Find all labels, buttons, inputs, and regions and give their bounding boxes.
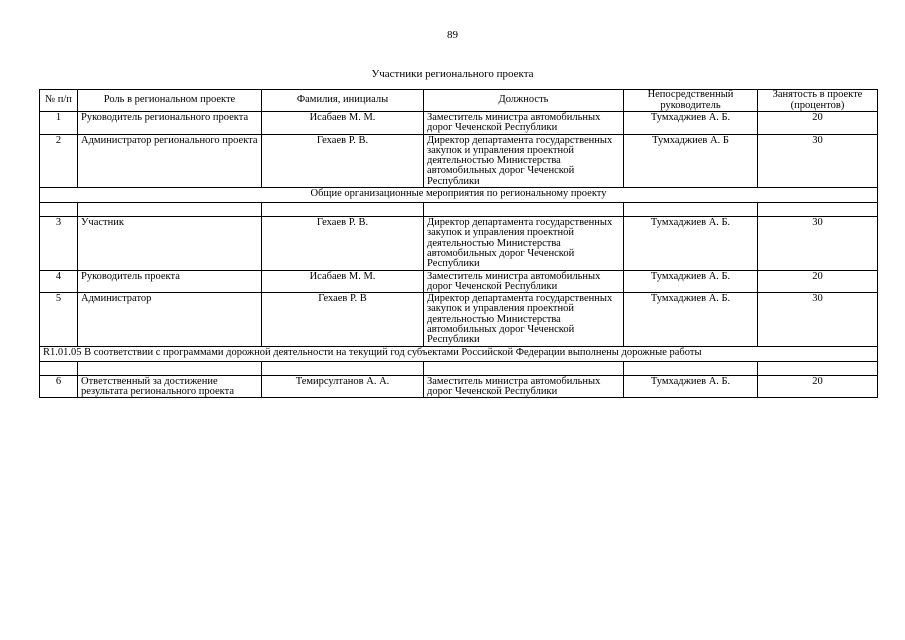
header-role: Роль в региональном проекте [78,90,262,112]
cell-role: Руководитель проекта [78,270,262,293]
table-row [40,112,878,135]
cell-role: Руководитель регионального проекта [78,112,262,135]
cell-name: Гехаев Р. В. [262,217,424,270]
cell-supervisor: Тумхаджиев А. Б. [624,112,758,135]
section-row [40,346,878,361]
cell-employment: 20 [758,375,878,398]
cell-employment: 30 [758,134,878,187]
header-position: Должность [424,90,624,112]
cell-number: 5 [40,293,78,346]
cell-supervisor: Тумхаджиев А. Б. [624,217,758,270]
header-number: № п/п [40,90,78,112]
cell-position: Директор департамента государственных закупок и управления проектной деятельностью Министерства автомобильных дорог Чеченской Республики [424,217,624,270]
cell-position: Заместитель министра автомобильных дорог Чеченской Республики [424,270,624,293]
cell-name: Гехаев Р. В [262,293,424,346]
header-name: Фамилия, инициалы [262,90,424,112]
cell-number: 4 [40,270,78,293]
cell-position: Заместитель министра автомобильных дорог Чеченской Республики [424,112,624,135]
cell-number: 3 [40,217,78,270]
cell-number: 2 [40,134,78,187]
cell-employment: 30 [758,293,878,346]
participants-table [39,89,878,398]
spacer-row [40,203,878,217]
cell-position: Директор департамента государственных закупок и управления проектной деятельностью Министерства автомобильных дорог Чеченской Республики [424,134,624,187]
section-title: Общие организационные мероприятия по региональному проекту [40,188,878,203]
cell-number: 6 [40,375,78,398]
cell-name: Темирсултанов А. А. [262,375,424,398]
cell-employment: 20 [758,112,878,135]
page-number: 89 [447,29,458,41]
document-title: Участники регионального проекта [371,68,534,80]
table-row [40,375,878,398]
cell-employment: 30 [758,217,878,270]
cell-employment: 20 [758,270,878,293]
header-employment: Занятость в проекте (процентов) [758,90,878,112]
spacer-row [40,361,878,375]
cell-supervisor: Тумхаджиев А. Б. [624,375,758,398]
table-row [40,270,878,293]
header-supervisor: Непосредственный руководитель [624,90,758,112]
cell-role: Ответственный за достижение результата регионального проекта [78,375,262,398]
table-row [40,134,878,187]
cell-supervisor: Тумхаджиев А. Б. [624,293,758,346]
table-row [40,217,878,270]
cell-name: Гехаев Р. В. [262,134,424,187]
cell-supervisor: Тумхаджиев А. Б [624,134,758,187]
table-row [40,293,878,346]
table-header-row [40,90,878,112]
cell-position: Директор департамента государственных закупок и управления проектной деятельностью Министерства автомобильных дорог Чеченской Республики [424,293,624,346]
cell-number: 1 [40,112,78,135]
section-row [40,188,878,203]
cell-name: Исабаев М. М. [262,112,424,135]
section-title: R1.01.05 В соответствии с программами дорожной деятельности на текущий год субъектами Российской Федерации выполнены дорожные работы [40,346,878,361]
cell-position: Заместитель министра автомобильных дорог Чеченской Республики [424,375,624,398]
cell-role: Администратор регионального проекта [78,134,262,187]
cell-name: Исабаев М. М. [262,270,424,293]
cell-role: Администратор [78,293,262,346]
cell-role: Участник [78,217,262,270]
cell-supervisor: Тумхаджиев А. Б. [624,270,758,293]
